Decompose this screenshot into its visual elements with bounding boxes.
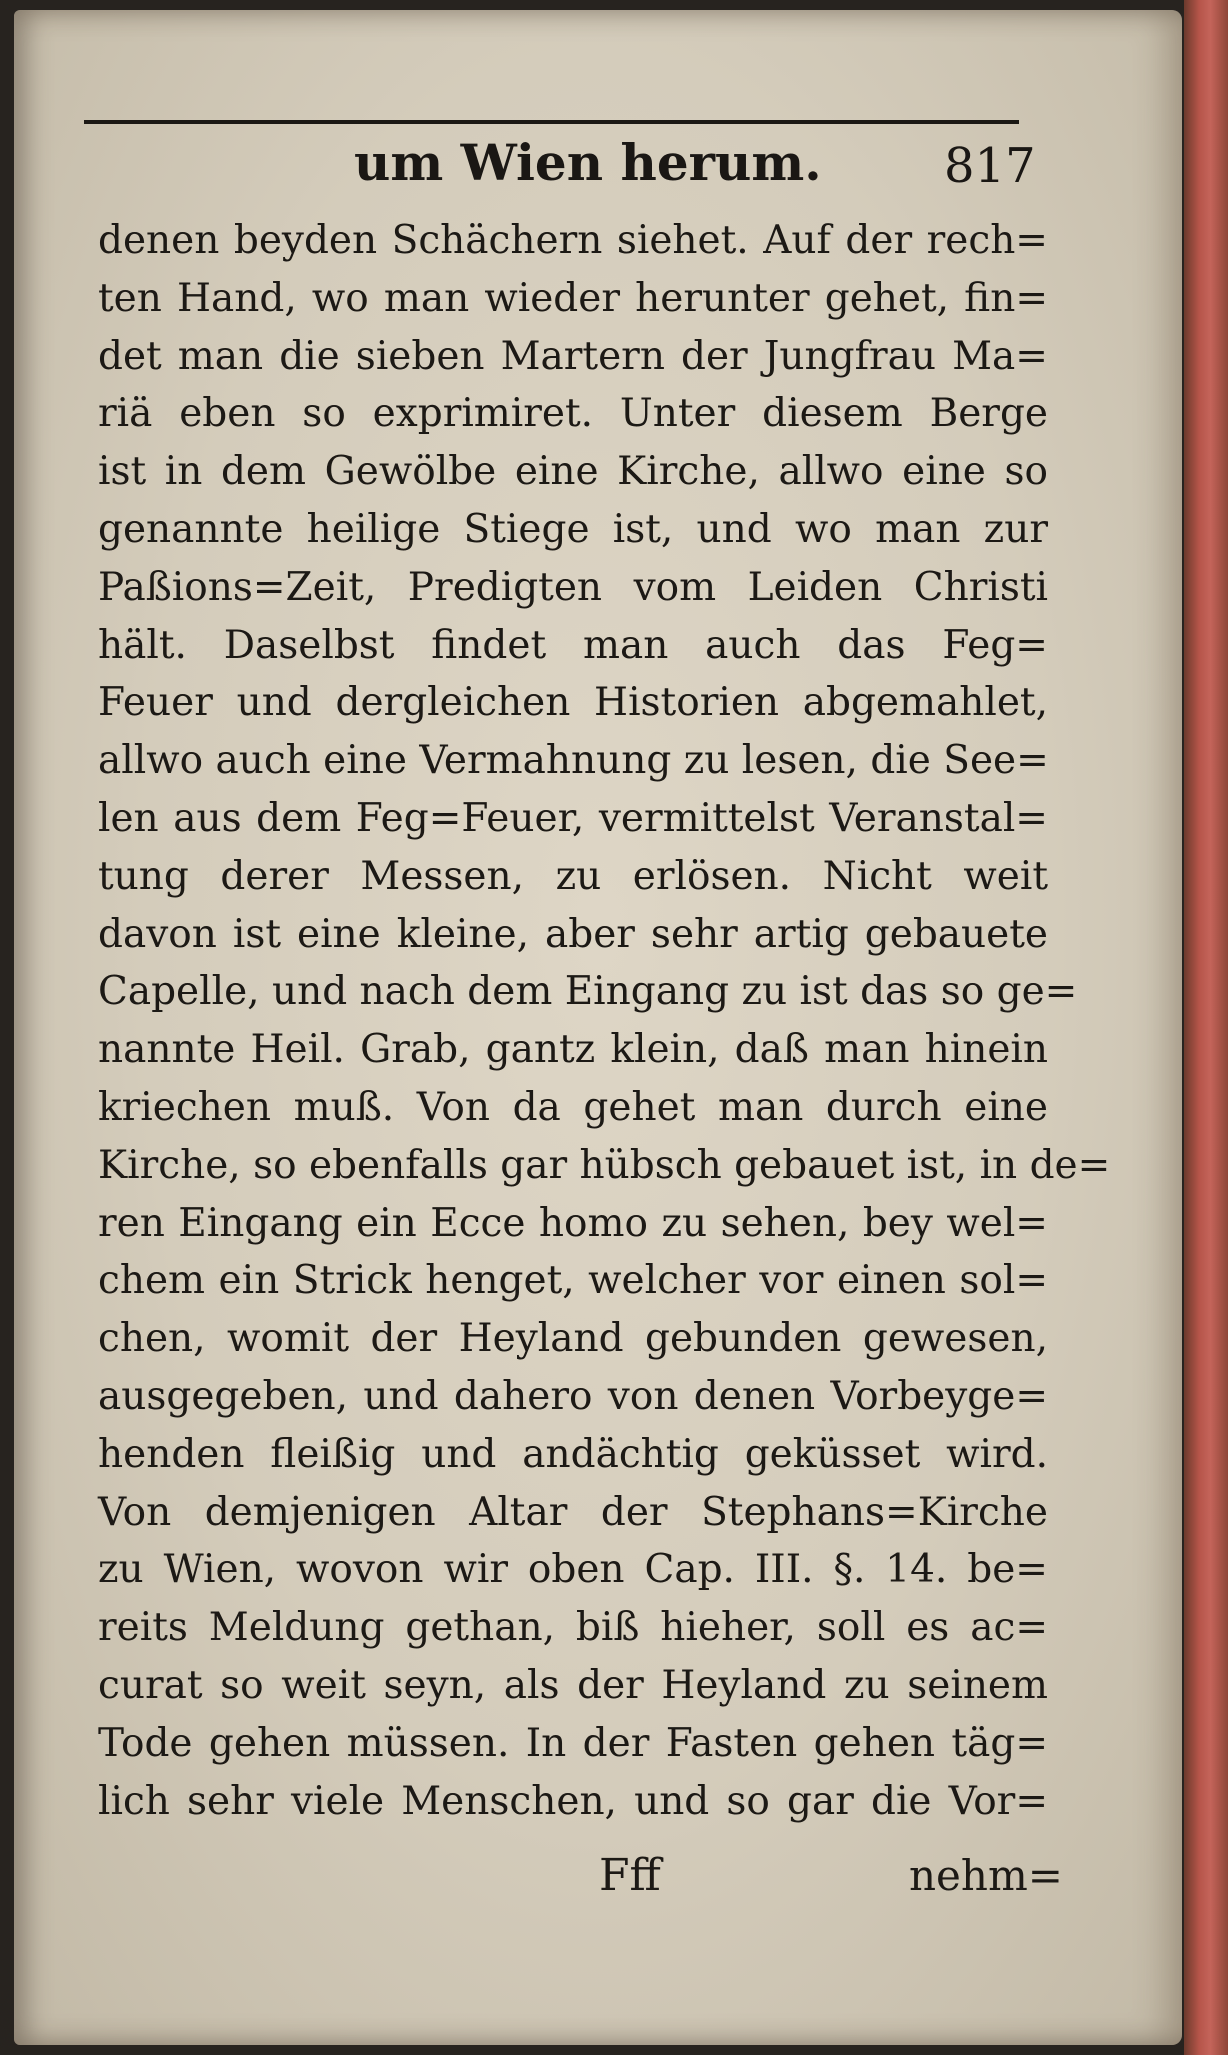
text-line: ist in dem Gewölbe eine Kirche, allwo eine so <box>98 449 1048 495</box>
text-line: genannte heilige Stiege ist, und wo man zur <box>98 506 1048 552</box>
text-line: ten Hand, wo man wieder herunter gehet, fin= <box>98 275 1048 321</box>
text-line: len aus dem Feg=Feuer, vermittelst Veranstal= <box>98 795 1048 841</box>
text-line: chem ein Strick henget, welcher vor einen sol= <box>98 1258 1048 1304</box>
page-fore-edge <box>1184 0 1228 2055</box>
book-page <box>14 10 1182 2045</box>
text-line: davon ist eine kleine, aber sehr artig gebauete <box>98 911 1048 957</box>
text-line: ren Eingang ein Ecce homo zu sehen, bey wel= <box>98 1200 1048 1246</box>
text-line: reits Meldung gethan, biß hieher, soll es ac= <box>98 1605 1048 1651</box>
running-head: um Wien herum. <box>354 133 822 192</box>
body-text <box>98 212 1111 1830</box>
text-line: curat so weit seyn, als der Heyland zu seinem <box>98 1662 1048 1708</box>
page-number: 817 <box>944 138 1036 194</box>
text-line: ausgegeben, und dahero von denen Vorbeyge= <box>98 1373 1048 1419</box>
text-line: Von demjenigen Altar der Stephans=Kirche <box>98 1489 1048 1535</box>
text-line: det man die sieben Martern der Jungfrau Ma= <box>98 333 1048 379</box>
text-line: Feuer und dergleichen Historien abgemahlet, <box>98 680 1048 726</box>
header-rule <box>84 120 1019 124</box>
text-line: Kirche, so ebenfalls gar hübsch gebauet ist, in de= <box>98 1142 1111 1188</box>
text-line: zu Wien, wovon wir oben Cap. III. §. 14. be= <box>98 1547 1048 1593</box>
text-line: Tode gehen müssen. In der Fasten gehen täg= <box>98 1720 1048 1766</box>
text-line: denen beyden Schächern siehet. Auf der rech= <box>98 218 1048 263</box>
text-line: chen, womit der Heyland gebunden gewesen, <box>98 1316 1048 1362</box>
text-line: lich sehr viele Menschen, und so gar die Vor= <box>98 1778 1048 1824</box>
text-line: tung derer Messen, zu erlösen. Nicht weit <box>98 853 1048 899</box>
text-line: kriechen muß. Von da gehet man durch eine <box>98 1084 1048 1130</box>
text-line: riä eben so exprimiret. Unter diesem Berge <box>98 391 1048 437</box>
text-line: allwo auch eine Vermahnung zu lesen, die See= <box>98 738 1049 784</box>
text-line: Paßions=Zeit, Predigten vom Leiden Christi <box>98 564 1048 610</box>
text-line: nannte Heil. Grab, gantz klein, daß man hinein <box>98 1027 1048 1073</box>
text-line: henden fleißig und andächtig geküsset wird. <box>98 1431 1048 1477</box>
text-line: Capelle, und nach dem Eingang zu ist das so ge= <box>98 969 1078 1015</box>
catchword: nehm= <box>909 1851 1063 1900</box>
text-line: hält. Daselbst findet man auch das Feg= <box>98 622 1048 668</box>
signature-mark: Fff <box>599 1850 661 1901</box>
